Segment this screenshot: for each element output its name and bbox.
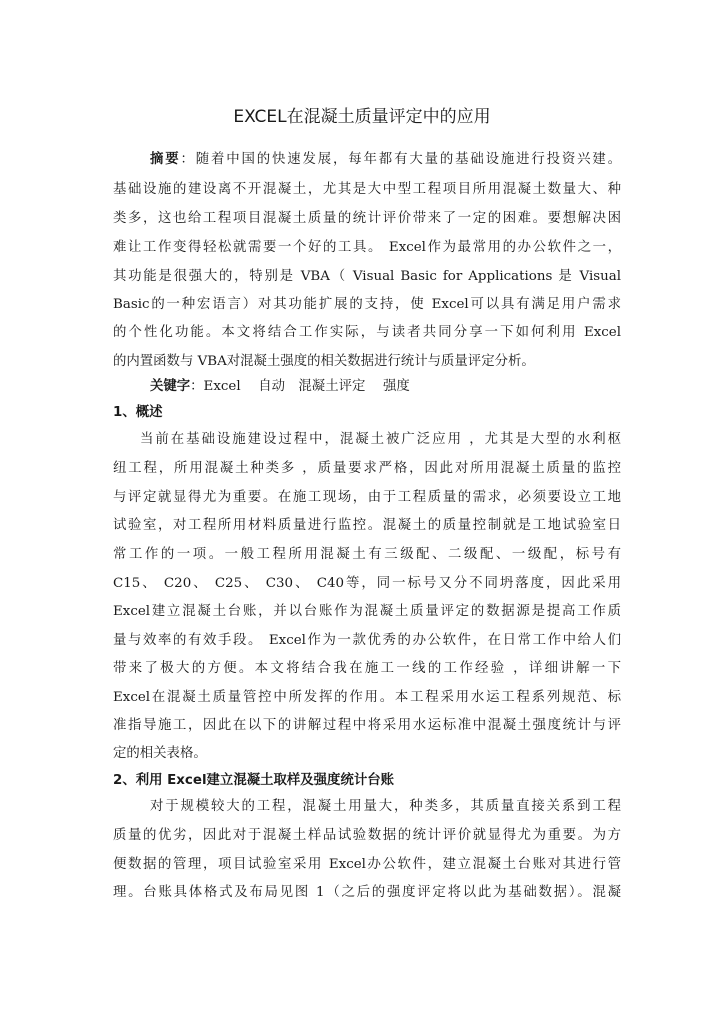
section-1-line-5: 常工作的一项。一般工程所用混凝土有三级配、二级配、一级配，标号有 (113, 547, 621, 562)
abstract-line-8: 的内置函数与 VBA对混凝土强度的相关数据进行统计与质量评定分析。 (113, 354, 535, 369)
section-1-line-10: Excel在混凝土质量管控中所发挥的作用。本工程采用水运工程系列规范、标 (113, 690, 621, 705)
section-2-line-1: 对于规模较大的工程，混凝土用量大，种类多，其质量直接关系到工程 (150, 799, 621, 814)
abstract-label: 摘要 (150, 152, 181, 167)
section-1-line-7: Excel建立混凝土台账，并以台账作为混凝土质量评定的数据源是提高工作质 (113, 604, 621, 619)
section-1-line-8: 量与效率的有效手段。 Excel作为一款优秀的办公软件，在日常工作中给人们 (113, 633, 621, 648)
abstract-line-3: 类多，这也给工程项目混凝土质量的统计评价带来了一定的困难。要想解决困 (113, 211, 621, 226)
document-title: EXCEL在混凝土质量评定中的应用 (233, 107, 491, 127)
section-1-line-1: 当前在基础设施建设过程中，混凝土被广泛应用 ，尤其是大型的水利枢 (140, 432, 621, 447)
keywords-text: ：Excel 自动 混凝土评定 强度 (190, 379, 410, 394)
section-1-line-2: 纽工程，所用混凝土种类多 ，质量要求严格，因此对所用混凝土质量的监控 (113, 461, 621, 476)
section-2-line-4: 理。台账具体格式及布局见图 1（之后的强度评定将以此为基础数据）。混凝 (113, 885, 621, 900)
abstract-line-7: 的个性化功能。本文将结合工作实际，与读者共同分享一下如何利用 Excel (113, 325, 621, 340)
section-1-heading: 1、概述 (113, 405, 163, 420)
section-1-line-11: 准指导施工，因此在以下的讲解过程中将采用水运标准中混凝土强度统计与评 (113, 718, 621, 733)
section-1-line-3: 与评定就显得尤为重要。在施工现场，由于工程质量的需求，必须要设立工地 (113, 490, 621, 505)
abstract-line-5: 其功能是很强大的，特别是 VBA（ Visual Basic for Applications 是 Visual (113, 269, 621, 284)
section-2-heading: 2、利用 Excel建立混凝土取样及强度统计台账 (113, 773, 395, 788)
section-1-line-9: 带来了极大的方便。本文将结合我在施工一线的工作经验 ，详细讲解一下 (113, 661, 621, 676)
keywords-line (150, 377, 621, 397)
section-1-line-12: 定的相关表格。 (113, 746, 207, 761)
section-2-line-2: 质量的优劣，因此对于混凝土样品试验数据的统计评价就显得尤为重要。为方 (113, 828, 621, 843)
section-1-line-6: C15、 C20、 C25、 C30、 C40等，同一标号又分不同坍落度，因此采用 (113, 576, 621, 591)
abstract-line-6: Basic的一种宏语言）对其功能扩展的支持，使 Excel可以具有满足用户需求 (113, 297, 621, 312)
keywords-label: 关键字 (150, 379, 191, 394)
abstract-line-1 (150, 150, 621, 170)
abstract-line-4: 难让工作变得轻松就需要一个好的工具。 Excel作为最常用的办公软件之一， (113, 240, 621, 255)
section-2-line-3: 便数据的管理，项目试验室采用 Excel办公软件，建立混凝土台账对其进行管 (113, 857, 621, 872)
abstract-line-2: 基础设施的建设离不开混凝土，尤其是大中型工程项目所用混凝土数量大、种 (113, 182, 621, 197)
section-1-line-4: 试验室，对工程所用材料质量进行监控。混凝土的质量控制就是工地试验室日 (113, 518, 621, 533)
abstract-text: ：随着中国的快速发展，每年都有大量的基础设施进行投资兴建。 (180, 152, 621, 167)
